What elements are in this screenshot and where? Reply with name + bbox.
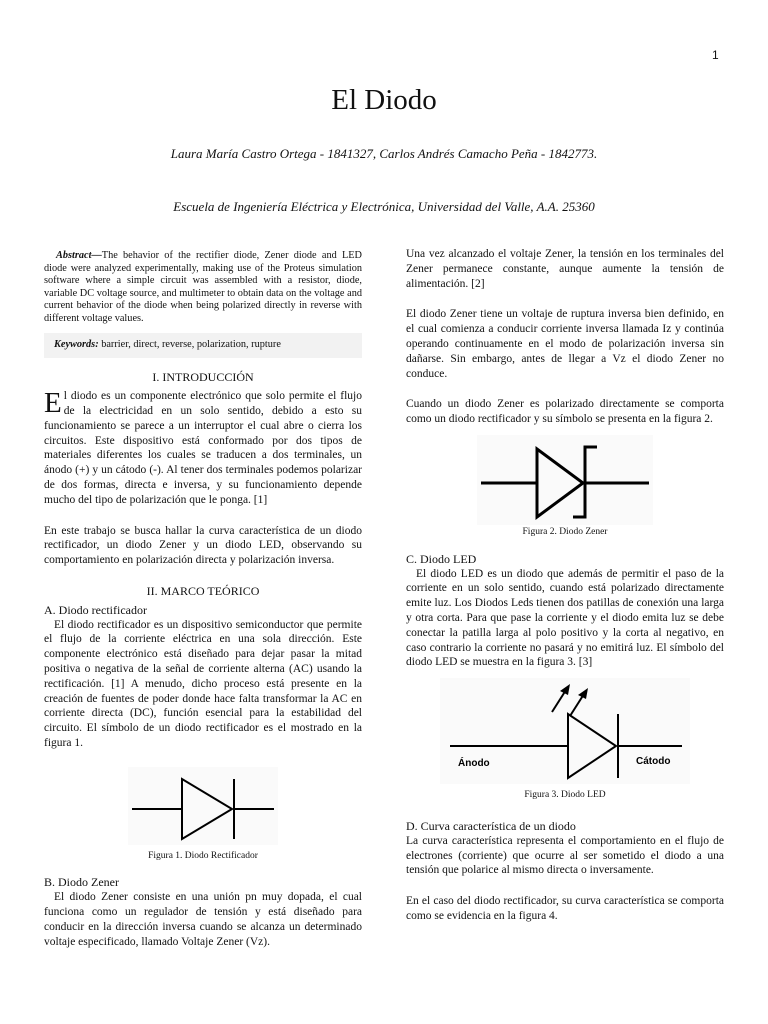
figure-3-caption: Figura 3. Diodo LED <box>524 790 606 801</box>
rectifier-triangle <box>182 779 232 839</box>
keywords-text: barrier, direct, reverse, polarization, rupture <box>101 338 281 350</box>
subsection-curva-caracteristica: D. Curva característica de un diodo <box>406 818 576 833</box>
authors: Laura María Castro Ortega - 1841327, Carlos Andrés Camacho Peña - 1842773. <box>170 146 598 161</box>
page-number: 1 <box>712 48 719 62</box>
figure-3-led-diode-symbol <box>440 678 690 784</box>
subsection-diodo-rectificador: A. Diodo rectificador <box>44 602 147 617</box>
subsection-diodo-zener: B. Diodo Zener <box>44 875 119 890</box>
section-heading-marco-teorico: II. MARCO TEÓRICO <box>146 583 260 598</box>
affiliation: Escuela de Ingeniería Eléctrica y Electrónica, Universidad del Valle, A.A. 25360 <box>173 199 595 214</box>
paper-title: El Diodo <box>331 84 437 116</box>
abstract-text: The behavior of the rectifier diode, Zener diode and LED diode were analyzed experimentally, making use of the Proteus simulation software where a simple circuit was assembled with a resistor, diode, variable DC voltage source, and multimeter to obtain data on the voltage and current behavior of the diode when being polarized directly in reverse with different voltage values. <box>44 250 362 324</box>
intro-p1-text: l diodo es un componente electrónico que solo permite el flujo de la electricidad en un solo sentido, debido a esto su funcionamiento se parece a un interruptor el cual abre o cierra los circuitos. Este dispositivo está conformado por dos tipos de materiales diferentes los cuales se traducen a dos terminales, un ánodo (+) y un cátodo (-). Al tener dos terminales podemos polarizar de dos formas, directa e inversa, y su funcionamiento depende mucho del tipo de polarización que le ponga. [1] <box>44 390 362 506</box>
intro-paragraph-1 <box>44 389 362 507</box>
led-cathode-label: Cátodo <box>636 756 671 768</box>
zener-paragraph: El diodo Zener consiste en una unión pn muy dopada, el cual funciona como un regulador de tensión y está diseñado para conducir en la dirección inversa cuando se alcanza un determinado voltaje especificado, llamado Voltaje Zener (Vz). <box>44 891 362 948</box>
curva-paragraph: La curva característica representa el comportamiento en el flujo de electrones (corriente) que ocurre al ser sometido el diodo a una tensión que polarice al mismo directa o inversamente. <box>406 834 724 877</box>
figure-1-rectifier-diode-symbol <box>128 767 278 845</box>
figure-2-zener-diode-symbol <box>477 435 653 525</box>
keywords <box>44 333 362 359</box>
subsection-diodo-led: C. Diodo LED <box>406 551 477 566</box>
zener-breakdown-paragraph: El diodo Zener tiene un voltaje de ruptura inversa bien definido, en el cual comienza a conducir corriente inversa llamada Iz y continúa operando continuamente en el modo de polarización inversa sin dañarse. Sin embargo, antes de llegar a Vz el diodo Zener no conduce. <box>406 308 724 380</box>
led-triangle <box>568 714 616 778</box>
led-emission-arrowhead-1 <box>560 684 570 695</box>
abstract-label: Abstract— <box>56 250 102 261</box>
led-emission-arrow-1 <box>552 690 566 712</box>
zener-triangle <box>537 449 583 517</box>
led-paragraph: El diodo LED es un diodo que además de permitir el paso de la corriente en un solo sentido, cuando está polarizado directamente emite luz. Los Diodos Leds tienen dos patillas de conexión una larga y otra corta. Para que pase la corriente y el diodo emita luz se debe conectar la patilla larga al polo positivo y la corta al negativo, en caso contrario la corriente no pasará y no emitirá luz. El símbolo del diodo LED se muestra en la figura 3. [3] <box>406 567 724 669</box>
right-column <box>406 247 724 924</box>
rectifier-curve-paragraph: En el caso del diodo rectificador, su curva característica se comporta como se evidencia en la figura 4. <box>406 895 724 922</box>
abstract <box>44 250 362 326</box>
zener-continued-paragraph: Una vez alcanzado el voltaje Zener, la tensión en los terminales del Zener permanece constante, aunque aumente la tensión de alimentación. [2] <box>406 248 724 290</box>
zener-direct-paragraph: Cuando un diodo Zener es polarizado directamente se comporta como un diodo rectificador y su símbolo se presenta en la figura 2. <box>406 398 724 426</box>
intro-paragraph-2: En este trabajo se busca hallar la curva característica de un diodo rectificador, un diodo Zener y un diodo LED, observando su comportamiento en polarización directa y polarización inversa. <box>44 524 362 567</box>
drop-cap: E <box>44 387 62 420</box>
led-emission-arrow-2 <box>570 694 584 716</box>
led-anode-label: Ánodo <box>458 758 490 770</box>
figure-1-caption: Figura 1. Diodo Rectificador <box>148 850 258 861</box>
section-heading-introduccion: I. INTRODUCCIÓN <box>152 370 254 385</box>
figure-2-caption: Figura 2. Diodo Zener <box>522 526 608 537</box>
rectificador-paragraph: El diodo rectificador es un dispositivo semiconductor que permite el flujo de la corriente eléctrica en una sola dirección. Este componente electrónico está diseñado para dejar pasar la mitad positiva o negativa de la señal de corriente alterna (AC) usando la rectificación. [1] A menudo, dicho proceso está presente en la creación de fuentes de poder donde hace falta transformar la AC en corriente directa (DC), función esencial para la estabilidad del circuito. El símbolo de un diodo rectificador es el mostrado en la figura 1. <box>44 618 362 749</box>
left-column <box>44 250 362 949</box>
led-emission-arrowhead-2 <box>578 688 588 699</box>
keywords-label: Keywords: <box>54 338 99 350</box>
